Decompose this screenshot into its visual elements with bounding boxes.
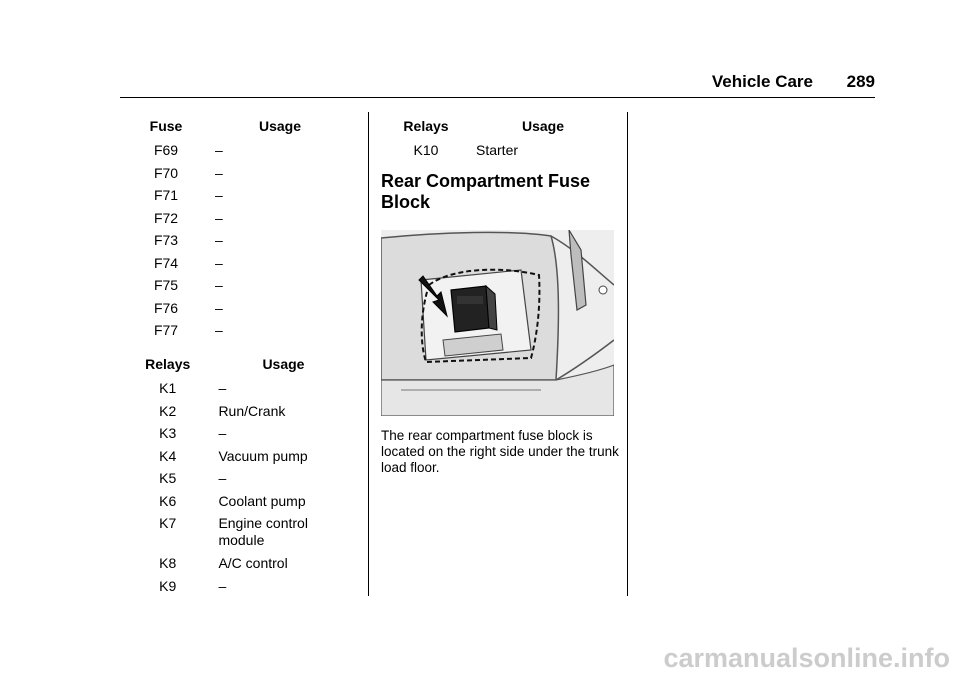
column-divider — [368, 112, 369, 596]
relay-usage: Coolant pump — [218, 492, 306, 509]
relay-code: K1 — [159, 380, 177, 396]
table-row — [135, 470, 325, 493]
table-row — [135, 255, 325, 278]
table-row — [135, 322, 325, 345]
column-header-usage: Usage — [259, 118, 302, 134]
relay-usage: – — [218, 577, 227, 594]
page-header — [0, 70, 875, 96]
table-row — [135, 515, 325, 555]
table-header-row — [398, 118, 588, 142]
relay-usage: Run/Crank — [218, 402, 286, 419]
column-divider — [627, 112, 628, 596]
relay-code: K2 — [159, 402, 177, 419]
fuse-code: F69 — [153, 142, 179, 158]
relay-code: K10 — [413, 142, 439, 158]
column-header-usage: Usage — [262, 356, 305, 372]
relay-usage: Engine control module — [218, 515, 308, 548]
relay-code: K3 — [159, 425, 177, 441]
fuse-code: F73 — [153, 232, 179, 248]
relay-usage: – — [218, 425, 227, 441]
header-rule — [120, 97, 875, 98]
table-row — [135, 425, 325, 448]
column-header-relays: Relays — [145, 356, 191, 372]
section-heading: Rear Compartment Fuse Block — [381, 171, 591, 212]
relay-table — [135, 356, 325, 600]
column-header-usage: Usage — [522, 118, 565, 134]
fuse-code: F77 — [153, 322, 179, 338]
fuse-code: F71 — [153, 187, 179, 203]
fuse-usage: – — [215, 232, 223, 248]
fuse-code: F75 — [153, 277, 179, 293]
relay-code: K5 — [159, 470, 177, 486]
table-row — [135, 187, 325, 210]
relay-code: K4 — [159, 447, 177, 464]
column-header-relays: Relays — [403, 118, 449, 134]
relay-code: K8 — [159, 555, 177, 571]
table-row — [135, 380, 325, 403]
table-row — [398, 142, 588, 165]
table-header-row — [135, 118, 325, 142]
relay-code: K6 — [159, 492, 177, 509]
relay-usage: Starter — [476, 142, 519, 158]
fuse-usage: – — [215, 187, 223, 203]
page-number: 289 — [846, 72, 875, 91]
relay-usage: A/C control — [218, 555, 288, 571]
section-body: The rear compartment fuse block is located on the right side under the trunk load floor. — [381, 428, 619, 475]
relay-usage: Vacuum pump — [218, 447, 308, 464]
fuse-code: F72 — [153, 209, 179, 226]
fuse-block-illustration — [381, 230, 614, 416]
table-row — [135, 210, 325, 233]
fuse-code: F76 — [153, 299, 179, 316]
fuse-usage: – — [215, 322, 223, 338]
table-row — [135, 493, 325, 516]
relay-code: K7 — [159, 515, 177, 531]
relay-usage: – — [218, 470, 227, 486]
fuse-usage: – — [215, 209, 223, 226]
table-header-row — [135, 356, 325, 380]
fuse-usage: – — [215, 299, 223, 316]
fuse-usage: – — [215, 254, 223, 271]
relay-table-continued — [398, 118, 588, 165]
table-row — [135, 555, 325, 578]
section-title: Vehicle Care — [711, 72, 813, 91]
table-row — [135, 165, 325, 188]
relay-code: K9 — [159, 577, 177, 594]
table-row — [135, 448, 325, 471]
fuse-usage: – — [215, 142, 223, 158]
table-row — [135, 578, 325, 601]
fuse-table — [135, 118, 325, 345]
fuse-usage: – — [215, 164, 223, 181]
fuse-usage: – — [215, 277, 223, 293]
column-header-fuse: Fuse — [149, 118, 183, 134]
table-row — [135, 142, 325, 165]
relay-usage: – — [218, 380, 227, 396]
trunk-illustration-svg — [381, 230, 614, 416]
table-row — [135, 403, 325, 426]
watermark: carmanualsonline.info — [663, 643, 950, 673]
fuse-code: F74 — [153, 254, 179, 271]
table-row — [135, 300, 325, 323]
table-row — [135, 277, 325, 300]
table-row — [135, 232, 325, 255]
fuse-code: F70 — [153, 164, 179, 181]
